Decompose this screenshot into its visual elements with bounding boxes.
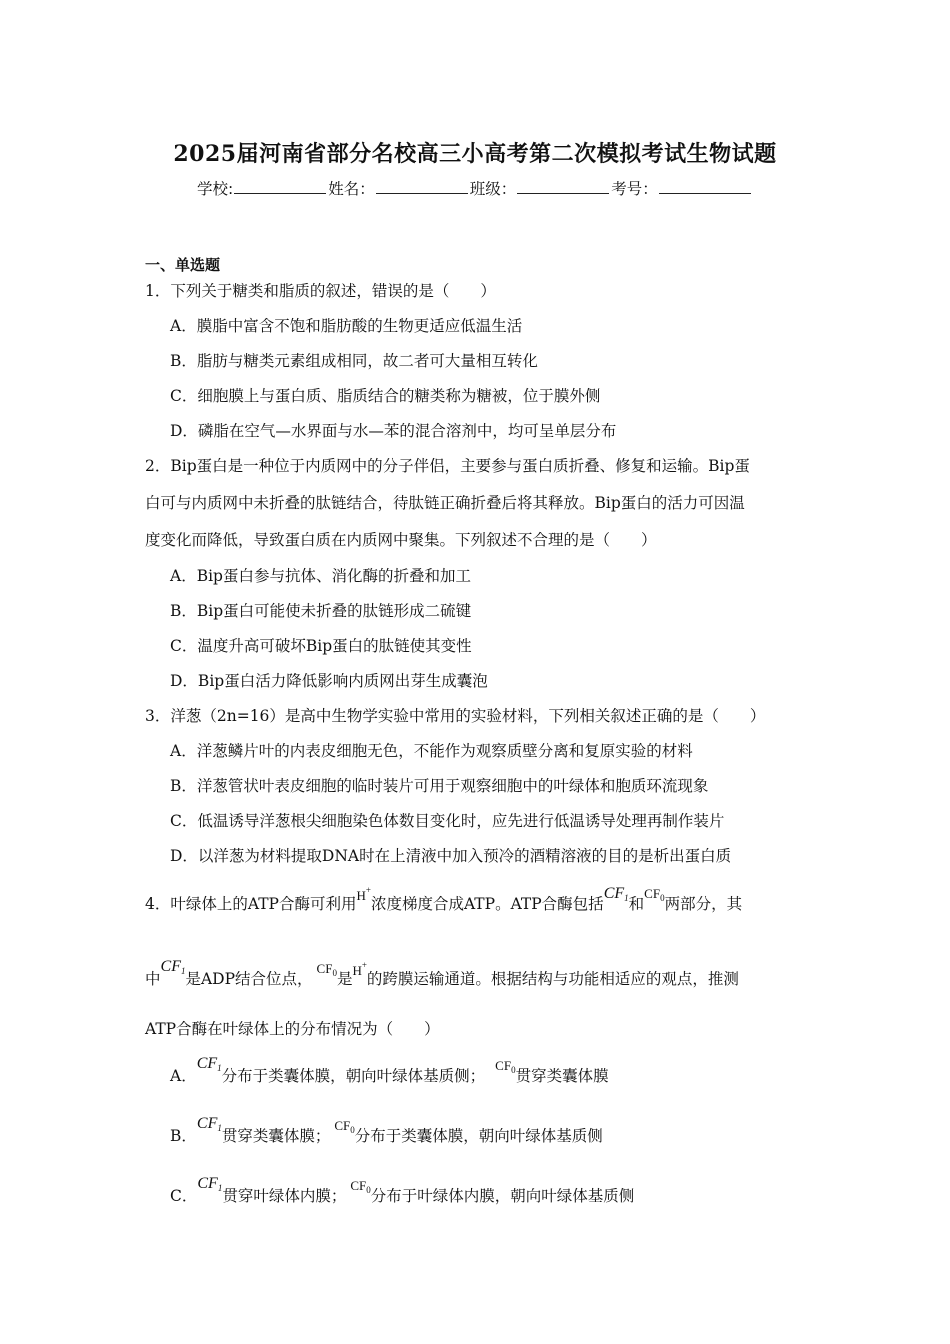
cf1-symbol: $CF_1$ [196,1055,222,1073]
h-plus-symbol: H+ [356,885,371,903]
q4-text-2b: 是ADP结合位点， [185,970,313,988]
q2-stem-line-1: 2．Bip蛋白是一种位于内质网中的分子伴侣，主要参与蛋白质折叠、修复和运输。Bip蛋 [145,457,750,475]
cf1-symbol: $CF_1$ [603,885,629,903]
q4-text-2d: 的跨膜运输通道。根据结构与功能相适应的观点，推测 [366,970,739,988]
school-blank[interactable] [234,179,326,194]
q4-text-2a: 中 [145,970,161,988]
q2-option-b[interactable]: B．Bip蛋白可能使未折叠的肽链形成二硫键 [170,602,472,620]
q1-option-b[interactable]: B．脂肪与糖类元素组成相同，故二者可大量相互转化 [170,352,538,370]
q4-option-c[interactable]: C．$CF_1$贯穿叶绿体内膜；$CF_0$分布于叶绿体内膜，朝向叶绿体基质侧 [170,1175,635,1205]
q2-option-d[interactable]: D．Bip蛋白活力降低影响内质网出芽生成囊泡 [170,672,488,690]
q4-text-1d: 两部分，其 [664,895,743,913]
q4-text-1a: 4．叶绿体上的ATP合酶可利用 [145,895,357,913]
q2-option-a[interactable]: A．Bip蛋白参与抗体、消化酶的折叠和加工 [170,567,471,585]
cf0-symbol: $CF_0$ [350,1178,371,1195]
q4-option-b[interactable]: B．$CF_1$贯穿类囊体膜；$CF_0$分布于类囊体膜，朝向叶绿体基质侧 [170,1115,603,1145]
q3-option-c[interactable]: C．低温诱导洋葱根尖细胞染色体数目变化时，应先进行低温诱导处理再制作装片 [170,812,725,830]
class-label: 班级： [469,180,517,198]
cf0-symbol: $CF_0$ [316,961,337,978]
q4-stem-line-3: ATP合酶在叶绿体上的分布情况为（ ） [145,1020,440,1038]
cf1-symbol: $CF_1$ [196,1115,222,1133]
q3-option-a[interactable]: A．洋葱鳞片叶的内表皮细胞无色，不能作为观察质壁分离和复原实验的材料 [170,742,693,760]
q4-text-2c: 是 [336,970,353,988]
cf1-symbol: $CF_1$ [197,1175,223,1193]
h-plus-symbol: H+ [352,960,367,978]
q1-option-c[interactable]: C．细胞膜上与蛋白质、脂质结合的糖类称为糖被，位于膜外侧 [170,387,601,405]
school-label: 学校: [197,180,234,198]
q4-stem-line-2 [145,958,739,989]
name-blank[interactable] [376,179,468,194]
q3-option-d[interactable]: D．以洋葱为材料提取DNA时在上清液中加入预冷的酒精溶液的目的是析出蛋白质 [170,847,732,865]
cf0-symbol: $CF_0$ [334,1118,355,1135]
q1-option-a[interactable]: A．膜脂中富含不饱和脂肪酸的生物更适应低温生活 [170,317,523,335]
q1-stem: 1．下列关于糖类和脂质的叙述，错误的是（ ） [145,282,496,300]
cf0-symbol: $CF_0$ [495,1058,516,1075]
student-info-line [197,177,753,199]
q2-stem-line-3: 度变化而降低，导致蛋白质在内质网中聚集。下列叙述不合理的是（ ） [145,531,657,549]
class-blank[interactable] [517,179,609,194]
q2-option-c[interactable]: C．温度升高可破坏Bip蛋白的肽链使其变性 [170,637,472,655]
cf0-symbol: $CF_0$ [644,886,665,903]
q4-option-a[interactable]: A．$CF_1$分布于类囊体膜，朝向叶绿体基质侧；$CF_0$贯穿类囊体膜 [170,1055,609,1085]
cf1-symbol: $CF_1$ [160,958,186,976]
q4-text-1c: 和 [628,895,645,913]
q4-text-1b: 浓度梯度合成ATP。ATP合酶包括 [370,895,604,913]
q2-stem-line-2: 白可与内质网中未折叠的肽链结合，待肽链正确折叠后将其释放。Bip蛋白的活力可因温 [145,494,745,512]
q3-stem: 3．洋葱（2n=16）是高中生物学实验中常用的实验材料，下列相关叙述正确的是（ ） [145,707,766,725]
number-label: 考号： [611,180,658,198]
q3-option-b[interactable]: B．洋葱管状叶表皮细胞的临时装片可用于观察细胞中的叶绿体和胞质环流现象 [170,777,709,795]
number-blank[interactable] [659,179,751,194]
name-label: 姓名： [328,180,375,198]
q4-stem-line-1 [145,885,743,914]
page-title: 2025届河南省部分名校高三小高考第二次模拟考试生物试题 [173,141,777,167]
section-heading: 一、单选题 [145,256,221,274]
q1-option-d[interactable]: D．磷脂在空气—水界面与水—苯的混合溶剂中，均可呈单层分布 [170,422,617,440]
